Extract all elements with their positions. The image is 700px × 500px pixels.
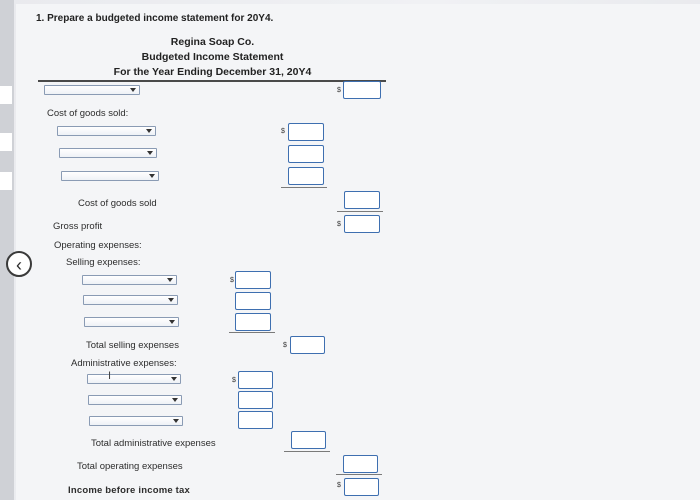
gross-profit-label: Gross profit xyxy=(53,221,103,232)
caret-down-icon xyxy=(130,88,136,92)
caret-down-icon xyxy=(168,298,174,302)
admin-expenses-label: Administrative expenses: xyxy=(71,358,177,369)
cogs-total-input[interactable] xyxy=(344,191,380,209)
selling-item-3-select[interactable] xyxy=(84,317,179,327)
subtotal-rule xyxy=(281,187,327,188)
window-edge xyxy=(0,0,14,500)
dollar-sign: $ xyxy=(337,221,341,228)
operating-expenses-label: Operating expenses: xyxy=(54,240,142,251)
caret-down-icon xyxy=(173,419,179,423)
caret-down-icon xyxy=(172,398,178,402)
caret-down-icon xyxy=(147,151,153,155)
caret-down-icon xyxy=(169,320,175,324)
admin-item-3-amount-input[interactable] xyxy=(238,411,273,429)
question-text: 1. Prepare a budgeted income statement for 20Y4. xyxy=(36,13,274,24)
cogs-item-1-select[interactable] xyxy=(57,126,156,136)
subtotal-rule xyxy=(284,451,330,452)
total-operating-input[interactable] xyxy=(343,455,378,473)
selling-expenses-label: Selling expenses: xyxy=(66,257,141,268)
caret-down-icon xyxy=(149,174,155,178)
company-name: Regina Soap Co. xyxy=(170,36,255,48)
dollar-sign: $ xyxy=(230,277,234,284)
total-selling-label: Total selling expenses xyxy=(86,340,179,351)
cogs-item-1-amount-input[interactable] xyxy=(288,123,324,141)
dollar-sign: $ xyxy=(337,87,341,94)
dollar-sign: $ xyxy=(232,377,236,384)
selling-item-2-select[interactable] xyxy=(83,295,178,305)
dollar-sign: $ xyxy=(283,342,287,349)
admin-item-1-amount-input[interactable] xyxy=(238,371,273,389)
selling-item-3-amount-input[interactable] xyxy=(235,313,271,331)
selling-item-1-select[interactable] xyxy=(82,275,177,285)
cogs-heading: Cost of goods sold: xyxy=(47,108,129,119)
total-admin-label: Total administrative expenses xyxy=(91,438,216,449)
cogs-item-3-select[interactable] xyxy=(61,171,159,181)
subtotal-rule xyxy=(229,332,275,333)
dollar-sign: $ xyxy=(337,482,341,489)
subtotal-rule xyxy=(337,211,383,212)
cogs-item-2-select[interactable] xyxy=(59,148,157,158)
caret-down-icon xyxy=(146,129,152,133)
admin-item-2-amount-input[interactable] xyxy=(238,391,273,409)
cogs-total-label: Cost of goods sold xyxy=(78,198,157,209)
edge-marker xyxy=(0,86,12,104)
caret-down-icon xyxy=(167,278,173,282)
statement-title: Budgeted Income Statement xyxy=(141,51,284,63)
i-beam-cursor-icon: I xyxy=(108,370,112,382)
subtotal-rule xyxy=(336,474,382,475)
chevron-left-icon: ‹ xyxy=(16,255,22,275)
revenue-select[interactable] xyxy=(44,85,140,95)
total-admin-input[interactable] xyxy=(291,431,326,449)
admin-item-3-select[interactable] xyxy=(89,416,183,426)
edge-marker xyxy=(0,133,12,151)
selling-item-2-amount-input[interactable] xyxy=(235,292,271,310)
edge-marker xyxy=(0,172,12,190)
back-button[interactable] xyxy=(6,251,32,277)
selling-item-1-amount-input[interactable] xyxy=(235,271,271,289)
header-rule xyxy=(38,80,386,82)
income-before-tax-label: Income before income tax xyxy=(68,485,191,496)
gross-profit-input[interactable] xyxy=(344,215,380,233)
admin-item-2-select[interactable] xyxy=(88,395,182,405)
income-before-tax-input[interactable] xyxy=(344,478,379,496)
total-selling-input[interactable] xyxy=(290,336,325,354)
cogs-item-2-amount-input[interactable] xyxy=(288,145,324,163)
caret-down-icon xyxy=(171,377,177,381)
dollar-sign: $ xyxy=(281,128,285,135)
admin-item-1-select[interactable] xyxy=(87,374,181,384)
statement-period: For the Year Ending December 31, 20Y4 xyxy=(113,66,312,78)
revenue-amount-input[interactable] xyxy=(343,81,381,99)
bottom-cutoff-row xyxy=(0,478,700,500)
cogs-item-3-amount-input[interactable] xyxy=(288,167,324,185)
total-operating-label: Total operating expenses xyxy=(77,461,183,472)
